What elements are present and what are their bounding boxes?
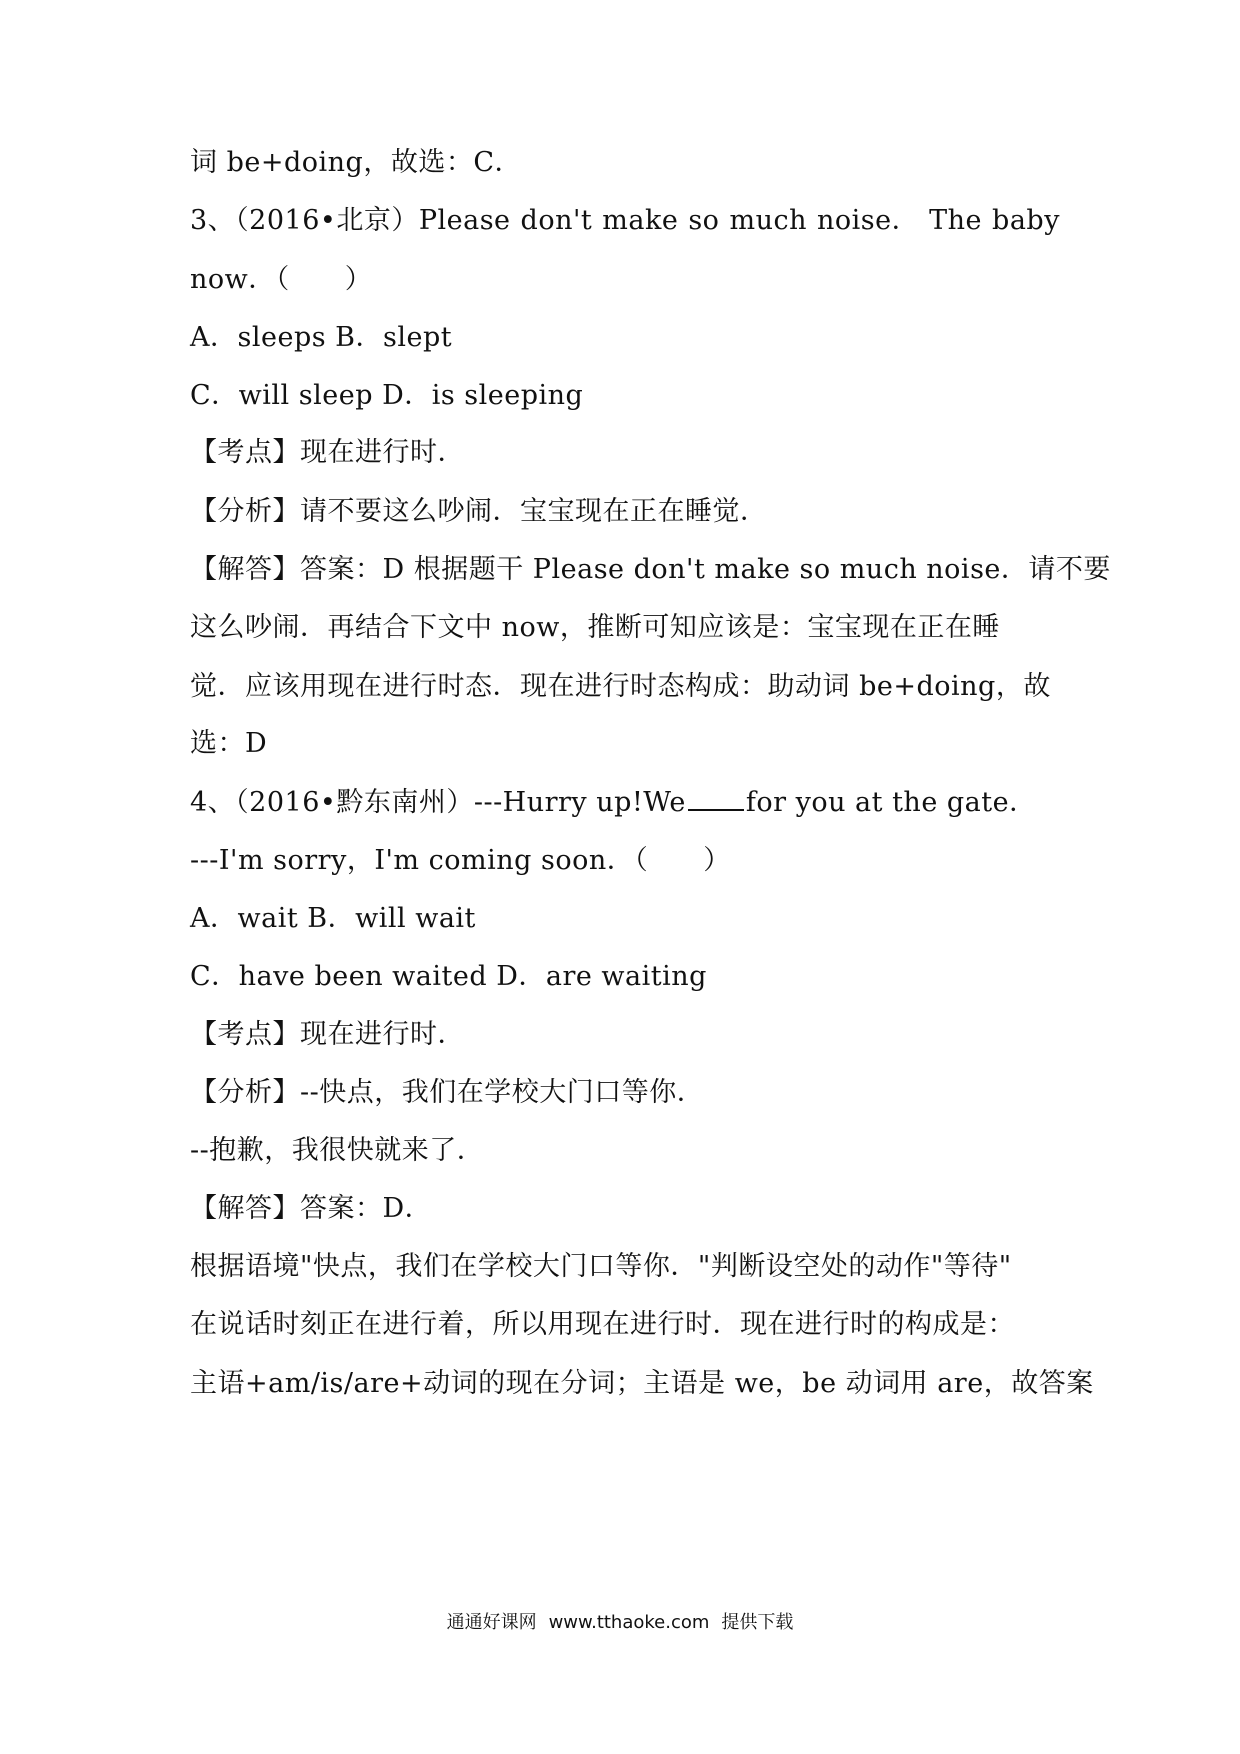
word: much xyxy=(729,205,807,236)
text-line: 觉．应该用现在进行时态．现在进行时态构成：助动词 be+doing，故 xyxy=(190,671,1051,702)
text-line: now．（ ） xyxy=(190,264,373,295)
kaodian-line: 【考点】现在进行时． xyxy=(190,1019,465,1050)
word: The xyxy=(929,205,983,236)
footer-suffix: 提供下载 xyxy=(721,1612,794,1633)
text-line: ---I'm sorry，I'm coming soon．（ ） xyxy=(190,845,731,876)
option-line: A．wait B．will wait xyxy=(190,903,476,934)
footer-site-name: 通通好课网 xyxy=(446,1612,537,1633)
question-4-stem xyxy=(190,783,1060,823)
word: baby xyxy=(992,205,1060,236)
text-line: 在说话时刻正在进行着，所以用现在进行时．现在进行时的构成是： xyxy=(190,1309,1015,1340)
page-footer xyxy=(0,1610,1240,1636)
word: make xyxy=(602,205,679,236)
word: noise． xyxy=(817,205,920,236)
word: don't xyxy=(520,205,593,236)
jieda-line: 【解答】答案：D． xyxy=(190,1193,433,1224)
fenxi-line: 【分析】请不要这么吵闹．宝宝现在正在睡觉． xyxy=(190,496,768,527)
question-4-after-blank: for you at the gate． xyxy=(745,787,1037,818)
option-line: C．will sleep D．is sleeping xyxy=(190,380,584,411)
footer-url[interactable]: www.tthaoke.com xyxy=(548,1612,710,1633)
option-line: A．sleeps B．slept xyxy=(190,322,453,353)
question-4-before-blank: 4、（2016•黔东南州）---Hurry up!We xyxy=(190,787,686,818)
question-3-stem xyxy=(190,201,1060,241)
kaodian-line: 【考点】现在进行时． xyxy=(190,437,465,468)
word: so xyxy=(688,205,720,236)
fenxi-line: 【分析】--快点，我们在学校大门口等你． xyxy=(190,1077,705,1108)
answer-blank xyxy=(688,787,744,811)
jieda-line: 【解答】答案：D 根据题干 Please don't make so much noise．请不要 xyxy=(190,554,1111,585)
text-line: 选：D xyxy=(190,728,268,759)
option-line: C．have been waited D．are waiting xyxy=(190,961,707,992)
text-line: 主语+am/is/are+动词的现在分词；主语是 we，be 动词用 are，故答案 xyxy=(190,1368,1094,1399)
text-line: 词 be+doing，故选：C． xyxy=(190,147,522,178)
text-line: 根据语境"快点，我们在学校大门口等你．"判断设空处的动作"等待" xyxy=(190,1251,1012,1282)
text-line: --抱歉，我很快就来了． xyxy=(190,1135,485,1166)
word: 3、（2016•北京）Please xyxy=(190,205,511,236)
text-line: 这么吵闹．再结合下文中 now，推断可知应该是：宝宝现在正在睡 xyxy=(190,612,1000,643)
